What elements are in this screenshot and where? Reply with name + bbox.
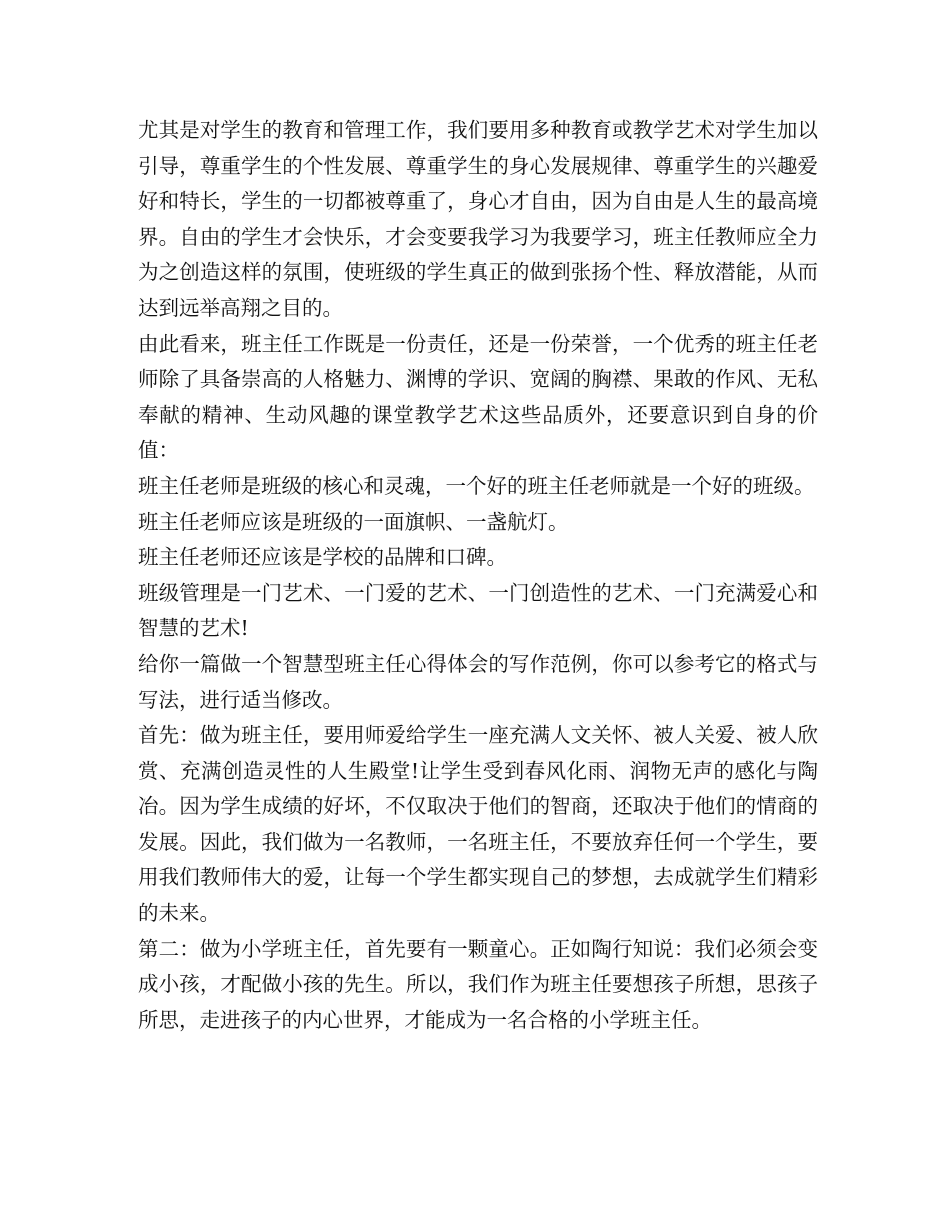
paragraph-2: 由此看来，班主任工作既是一份责任，还是一份荣誉，一个优秀的班主任老师除了具备崇高的人格魅力、渊博的学识、宽阔的胸襟、果敢的作风、无私奉献的精神、生动风趣的课堂教学艺术这些品质外，还要意识到自身的价值： xyxy=(138,331,818,463)
paragraph-5: 班主任老师还应该是学校的品牌和口碑。 xyxy=(138,545,507,570)
paragraph-8: 首先：做为班主任，要用师爱给学生一座充满人文关怀、被人关爱、被人欣赏、充满创造灵性的人生殿堂!让学生受到春风化雨、润物无声的感化与陶冶。因为学生成绩的好坏，不仅取决于他们的智商，还取决于他们的情商的发展。因此，我们做为一名教师，一名班主任，不要放弃任何一个学生，要用我们教师伟大的爱，让每一个学生都实现自己的梦想，去成就学生们精彩的未来。 xyxy=(138,723,818,926)
paragraph-7: 给你一篇做一个智慧型班主任心得体会的写作范例，你可以参考它的格式与写法，进行适当修改。 xyxy=(138,651,818,712)
document-body xyxy=(138,113,818,1038)
paragraph-6: 班级管理是一门艺术、一门爱的艺术、一门创造性的艺术、一门充满爱心和智慧的艺术! xyxy=(138,580,818,641)
paragraph-9: 第二：做为小学班主任，首先要有一颗童心。正如陶行知说：我们必须会变成小孩，才配做小孩的先生。所以，我们作为班主任要想孩子所想，思孩子所思，走进孩子的内心世界，才能成为一名合格的小学班主任。 xyxy=(138,936,818,1032)
paragraph-1: 尤其是对学生的教育和管理工作，我们要用多种教育或教学艺术对学生加以引导，尊重学生的个性发展、尊重学生的身心发展规律、尊重学生的兴趣爱好和特长，学生的一切都被尊重了，身心才自由，因为自由是人生的最高境界。自由的学生才会快乐，才会变要我学习为我要学习，班主任教师应全力为之创造这样的氛围，使班级的学生真正的做到张扬个性、释放潜能，从而达到远举高翔之目的。 xyxy=(138,118,818,320)
paragraph-4: 班主任老师应该是班级的一面旗帜、一盏航灯。 xyxy=(138,509,569,534)
paragraph-3: 班主任老师是班级的核心和灵魂，一个好的班主任老师就是一个好的班级。 xyxy=(138,473,815,498)
